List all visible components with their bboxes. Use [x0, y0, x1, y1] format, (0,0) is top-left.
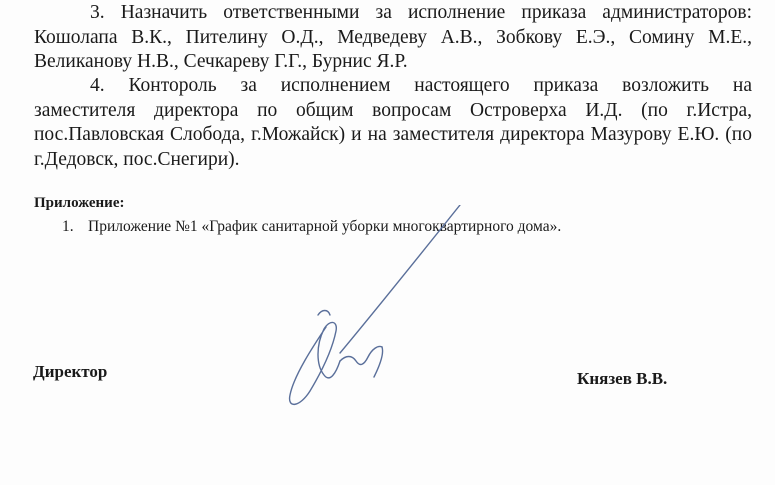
- handwritten-signature-icon: [270, 205, 480, 420]
- appendix-title: Приложение:: [34, 195, 125, 211]
- order-item-3-first-line: 3. Назначить ответственными за исполнение приказа администраторов:: [90, 2, 752, 23]
- order-item-4-first-line: 4. Контороль за исполнением настоящего приказа возложить на: [90, 75, 752, 96]
- order-item-4-rest: заместителя директора по общим вопросам Островерха И.Д. (по г.Истра, пос.Павловская Слобода, г.Можайск) и на заместителя директора Мазурову Е.Ю. (по г.Дедовск, пос.Снегири).: [34, 99, 752, 170]
- director-position-label: Директор: [33, 362, 108, 381]
- appendix-item-text: Приложение №1 «График санитарной уборки многоквартирного дома».: [88, 218, 562, 235]
- appendix-item-number: 1.: [62, 218, 74, 235]
- order-item-3-rest: Кошолапа В.К., Пителину О.Д., Медведеву А.В., Зобкову Е.Э., Сомину М.Е., Великанову Н.В., Сечкареву Г.Г., Бурнис Я.Р.: [34, 26, 752, 72]
- order-item-4: [34, 74, 752, 172]
- order-item-3: [34, 1, 752, 75]
- director-name: Князев В.В.: [577, 369, 668, 388]
